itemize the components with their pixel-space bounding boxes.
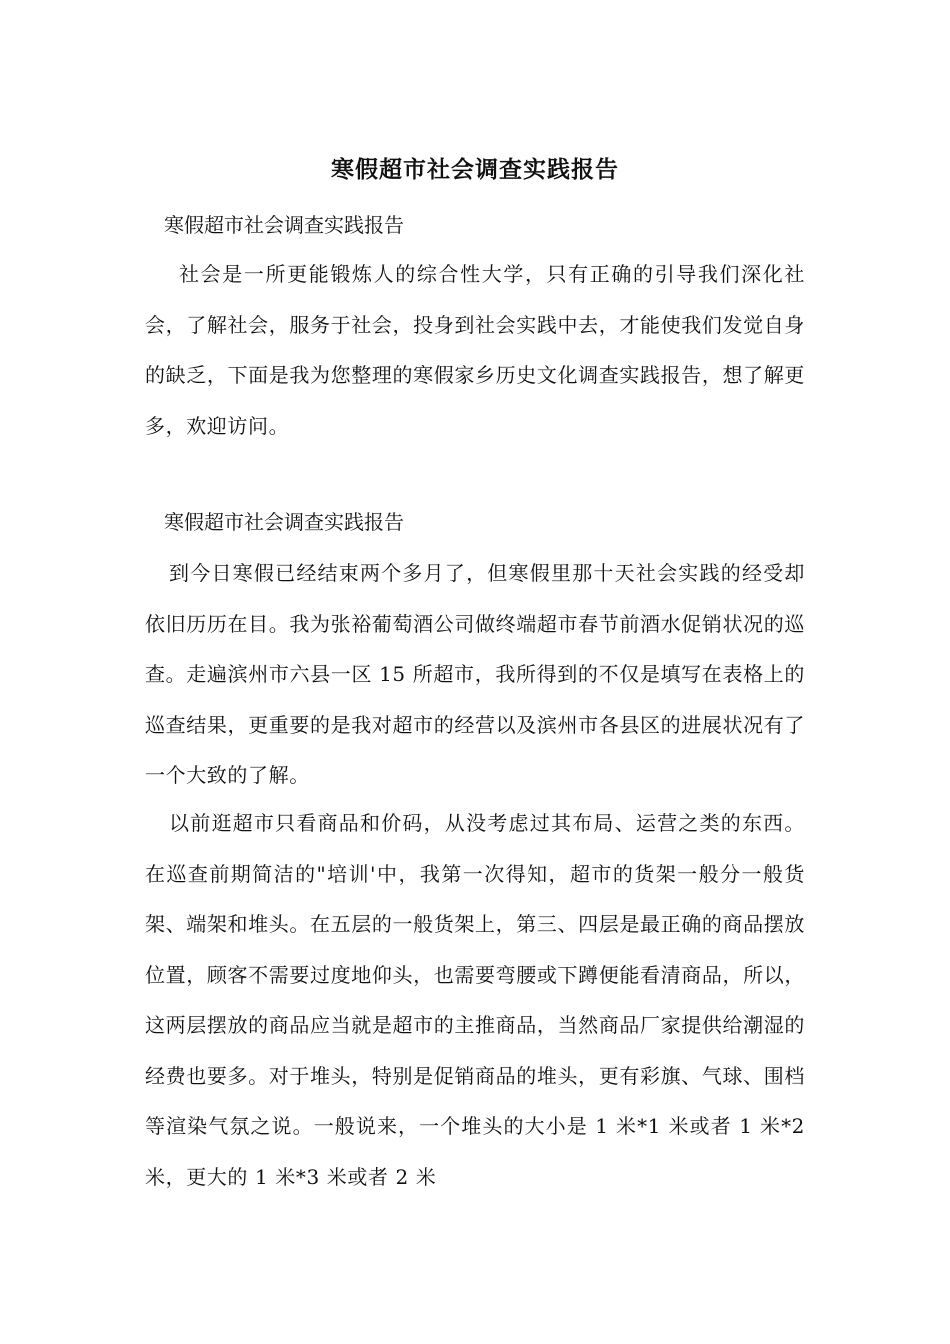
intro-paragraph: 社会是一所更能锻炼人的综合性大学，只有正确的引导我们深化社会，了解社会，服务于社会，投身到社会实践中去，才能使我们发觉自身的缺乏，下面是我为您整理的寒假家乡历史文化调查实践报告，想了解更多，欢迎访问。 [145, 262, 805, 438]
body-paragraph-1: 到今日寒假已经结束两个多月了，但寒假里那十天社会实践的经受却依旧历历在目。我为张裕葡萄酒公司做终端超市春节前酒水促销状况的巡查。走遍滨州市六县一区 15 所超市，我所得到的不仅是填写在表格上的巡查结果，更重要的是我对超市的经营以及滨州市各县区的进展状况有了一个大致的了解。 [145, 561, 805, 787]
body-paragraph-2: 以前逛超市只看商品和价码，从没考虑过其布局、运营之类的东西。在巡查前期简洁的"培训'中，我第一次得知，超市的货架一般分一般货架、端架和堆头。在五层的一般货架上，第三、四层是最正确的商品摆放位置，顾客不需要过度地仰头，也需要弯腰或下蹲便能看清商品，所以，这两层摆放的商品应当就是超市的主推商品，当然商品厂家提供给潮湿的经费也要多。对于堆头，特别是促销商品的堆头，更有彩旗、气球、围档等渲染气氛之说。一般说来，一个堆头的大小是 1 米*1 米或者 1 米*2 米，更大的 1 米*3 米或者 2 米 [145, 811, 805, 1189]
subheading-2: 寒假超市社会调查实践报告 [164, 510, 404, 534]
subheading-1: 寒假超市社会调查实践报告 [164, 213, 404, 237]
document-title: 寒假超市社会调查实践报告 [331, 156, 619, 183]
